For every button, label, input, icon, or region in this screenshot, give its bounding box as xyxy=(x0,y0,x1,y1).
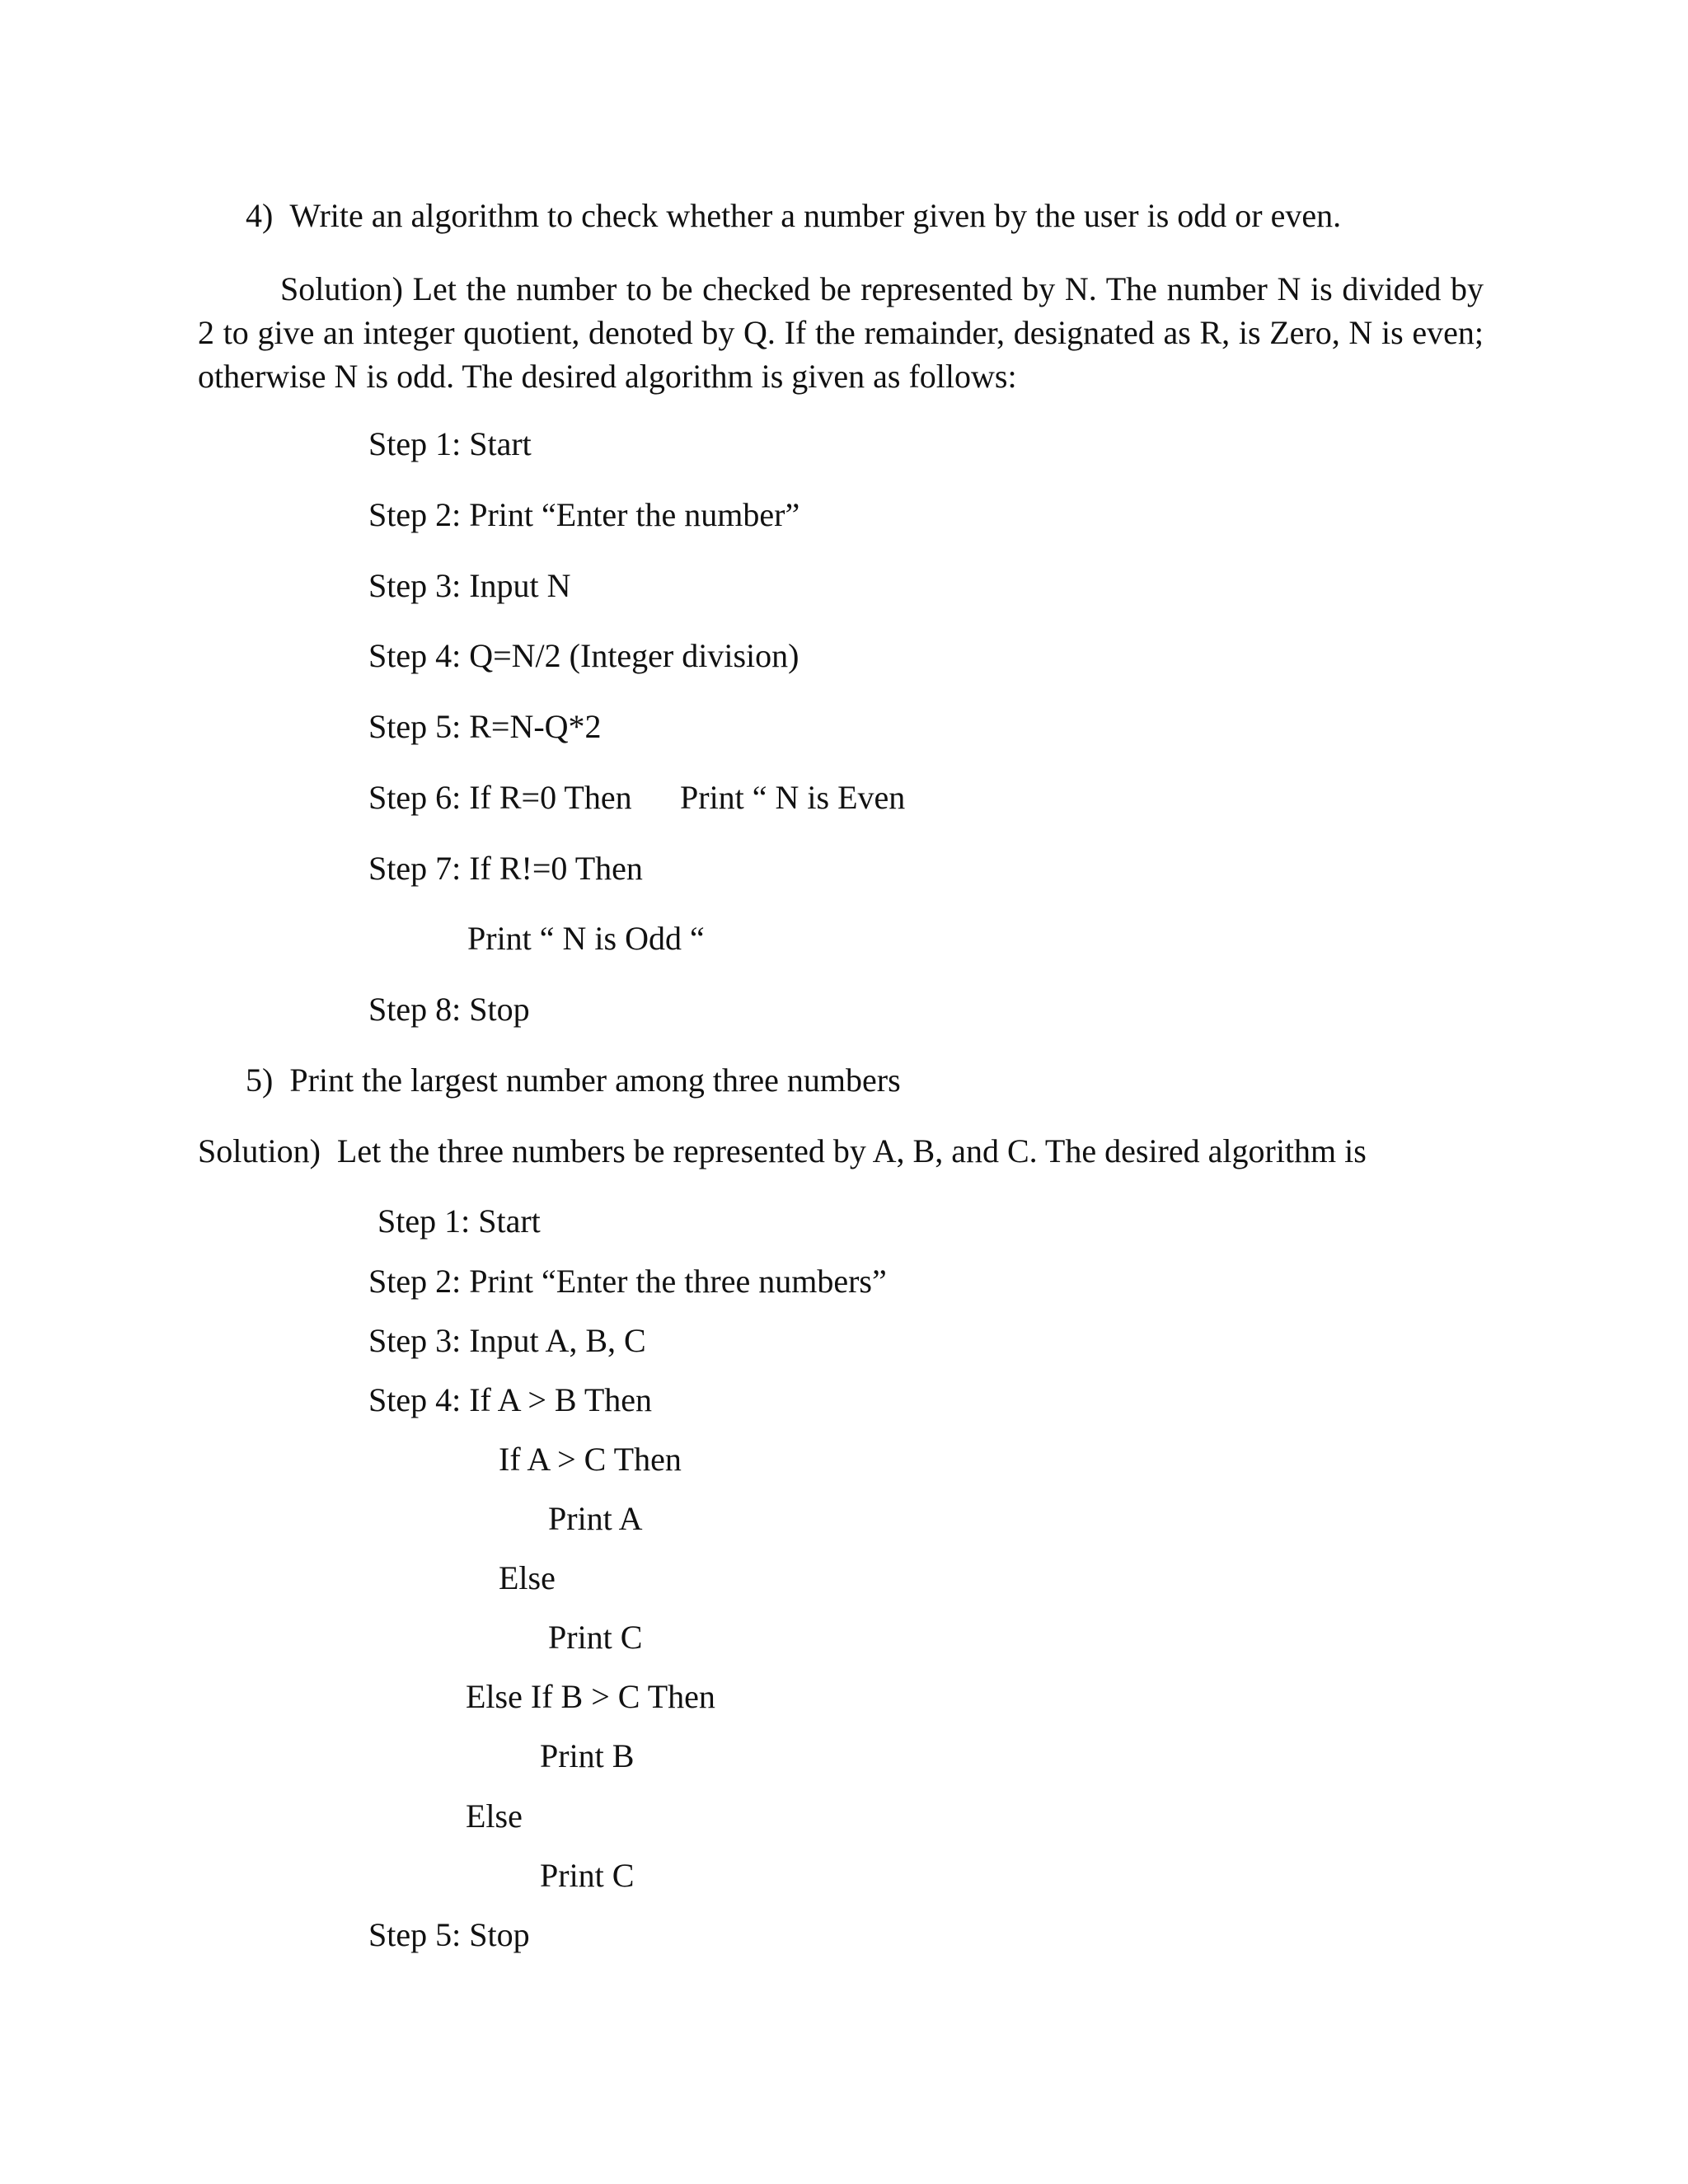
q5-step-4: Step 4: If A > B Then xyxy=(368,1381,653,1418)
q5-print-c-inner: Print C xyxy=(548,1619,643,1656)
q5-else-outer: Else xyxy=(466,1797,523,1835)
q4-step-7-action: Print “ N is Odd “ xyxy=(467,920,705,957)
q4-step-6: Step 6: If R=0 Then xyxy=(368,779,632,816)
q4-step-6-action: Print “ N is Even xyxy=(680,779,906,816)
q5-else-inner: Else xyxy=(499,1559,556,1596)
q5-step-1: Step 1: Start xyxy=(377,1202,541,1240)
q5-print-a: Print A xyxy=(548,1500,643,1537)
q5-step-2: Step 2: Print “Enter the three numbers” xyxy=(368,1263,887,1300)
q5-step-3: Step 3: Input A, B, C xyxy=(368,1322,646,1359)
question-4-solution: Solution) Let the number to be checked be represented by N. The number N is divided by 2 to give an integer quotient, denoted by Q. If the remainder, designated as R, is Zero, N is even; otherwise N is odd. The desired algorithm is given as follows: xyxy=(198,270,1484,395)
question-5-solution: Solution) Let the three numbers be represented by A, B, and C. The desired algorithm is xyxy=(198,1132,1367,1169)
q4-step-5: Step 5: R=N-Q*2 xyxy=(368,708,602,745)
q5-print-b: Print B xyxy=(540,1737,635,1774)
question-4-heading: 4) Write an algorithm to check whether a number given by the user is odd or even. xyxy=(246,197,1342,234)
q5-else-if-b-gt-c: Else If B > C Then xyxy=(466,1678,715,1715)
q4-step-4: Step 4: Q=N/2 (Integer division) xyxy=(368,637,799,674)
q4-step-3: Step 3: Input N xyxy=(368,567,571,604)
q5-if-a-gt-c: If A > C Then xyxy=(499,1441,682,1478)
q5-print-c-outer: Print C xyxy=(540,1857,635,1894)
question-5-heading: 5) Print the largest number among three numbers xyxy=(246,1062,901,1099)
q4-step-7: Step 7: If R!=0 Then xyxy=(368,850,643,887)
q4-step-8: Step 8: Stop xyxy=(368,991,530,1028)
q4-step-2: Step 2: Print “Enter the number” xyxy=(368,496,800,533)
q5-step-5: Step 5: Stop xyxy=(368,1916,530,1953)
q4-step-1: Step 1: Start xyxy=(368,425,532,462)
